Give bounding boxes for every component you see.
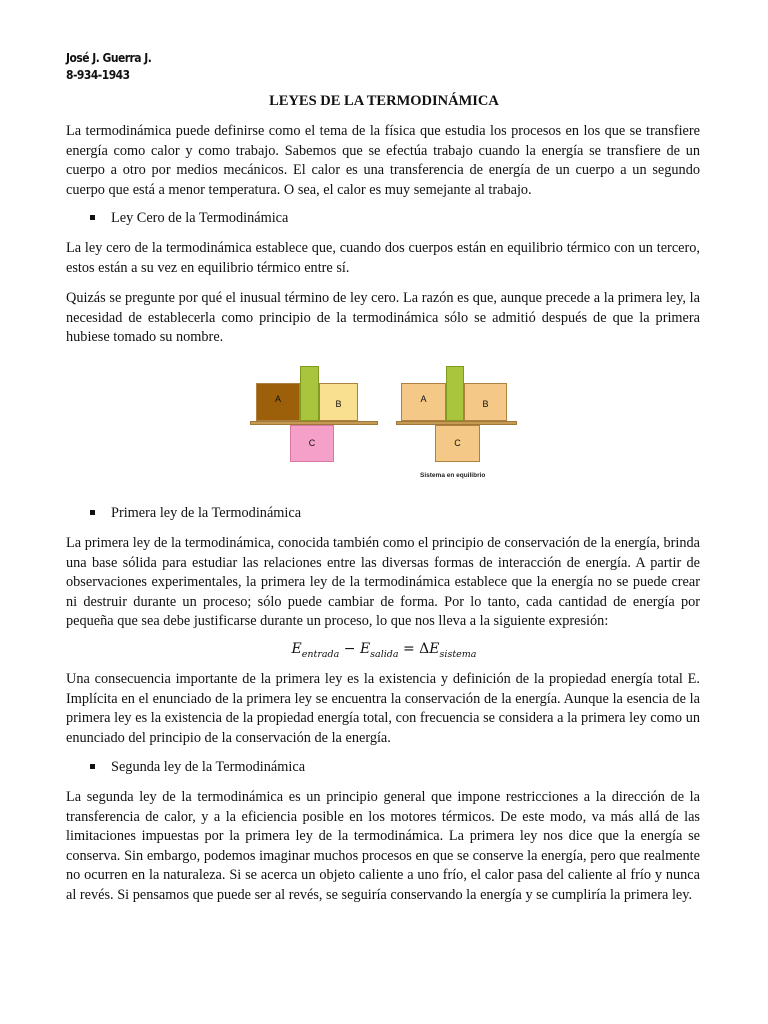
ley-cero-paragraph-1: La ley cero de la termodinámica establece que, cuando dos cuerpos están en equilibrio térmico con un tercero, estos están a su vez en equilibrio térmico entre sí. [66, 240, 700, 276]
left-block-a [256, 383, 300, 421]
bullet-square-icon [90, 215, 95, 220]
left-block-b-label: B [335, 399, 342, 409]
section-heading-primera-ley [90, 504, 301, 524]
equilibrium-diagram [250, 360, 530, 485]
energy-balance-formula [0, 641, 768, 660]
bullet-square-icon [90, 510, 95, 515]
right-block-b [464, 383, 507, 421]
formula-e2: E [359, 641, 371, 657]
author-id: 8-934-1943 [66, 67, 130, 82]
formula-e1: E [291, 641, 302, 657]
segunda-ley-paragraph-1: La segunda ley de la termodinámica es un principio general que impone restricciones a la dirección de la transferencia de calor, y a la eficiencia posible en los motores térmicos. De este modo, va más allá de las limitaciones impuestas por la primera ley de la termodinámica. La primera ley nos dice que la energía se conserva. Sin embargo, podemos imaginar muchos procesos en que se conserve la energía, pero que realmente no ocurren en la naturaleza. Si se acerca un objeto caliente a uno frío, el calor pasa del caliente al frío y nunca al revés. Si pensamos que puede ser al revés, se seguiría conservando la energía y se cumpliría la primera ley. [66, 789, 700, 903]
primera-ley-paragraph-1: La primera ley de la termodinámica, conocida también como el principio de conservación de la energía, brinda una base sólida para estudiar las relaciones entre las diversas formas de interacción de energía. A partir de observaciones experimentales, la primera ley de la termodinámica establece que la energía no se puede crear ni destruir durante un proceso; sólo puede cambiar de forma. Por lo tanto, cada cantidad de energía por pequeña que sea debe justificarse durante un proceso, lo que nos lleva a la siguiente expresión: [66, 535, 700, 630]
section-heading-ley-cero [90, 209, 288, 229]
author-name: José J. Guerra J. [66, 50, 152, 65]
right-block-b-label: B [482, 399, 489, 409]
formula-sub-salida: salida [370, 648, 399, 660]
bullet-square-icon [90, 764, 95, 769]
left-block-b [319, 383, 358, 421]
ley-cero-paragraph-2: Quizás se pregunte por qué el inusual término de ley cero. La razón es que, aunque precede a la primera ley, la necesidad de establecerla como principio de la termodinámica sólo se admitió después de que la primera hubiese tomado su nombre. [66, 290, 700, 346]
left-block-c [290, 425, 334, 462]
formula-sub-sistema: sistema [439, 648, 477, 660]
left-block-c-label: C [308, 438, 316, 448]
right-block-a-label: A [420, 394, 427, 404]
section-heading-label: Primera ley de la Termodinámica [111, 505, 302, 521]
formula-equals-delta: = Δ [398, 641, 430, 657]
formula-sub-entrada: entrada [301, 648, 340, 660]
right-block-c [435, 425, 480, 462]
intro-paragraph: La termodinámica puede definirse como el tema de la física que estudia los procesos en los que se transfiere energía como calor y como trabajo. Sabemos que se efectúa trabajo cuando la energía se transfiere de un cuerpo a otro por medios mecánicos. El calor es una transferencia de energía de un cuerpo a un segundo cuerpo que está a menor temperatura. O sea, el calor es muy semejante al trabajo. [66, 123, 700, 198]
formula-minus: − [339, 641, 360, 657]
primera-ley-paragraph-2: Una consecuencia importante de la primera ley es la existencia y definición de la propiedad energía total E. Implícita en el enunciado de la primera ley se encuentra la conservación de la energía. Aunque la esencia de la primera ley es la existencia de la propiedad energía total, con frecuencia se considera a la primera ley como un enunciado del principio de la conservación de la energía. [66, 671, 700, 746]
section-heading-label: Ley Cero de la Termodinámica [111, 210, 289, 226]
left-block-a-label: A [274, 394, 281, 404]
right-wall [446, 366, 464, 421]
right-block-c-label: C [454, 438, 461, 448]
left-wall [300, 366, 319, 421]
section-heading-segunda-ley [90, 758, 305, 778]
formula-e3: E [429, 641, 440, 657]
page-title: LEYES DE LA TERMODINÁMICA [269, 93, 499, 109]
diagram-caption: Sistema en equilibrio [420, 472, 486, 479]
section-heading-label: Segunda ley de la Termodinámica [111, 759, 306, 775]
right-block-a [401, 383, 446, 421]
